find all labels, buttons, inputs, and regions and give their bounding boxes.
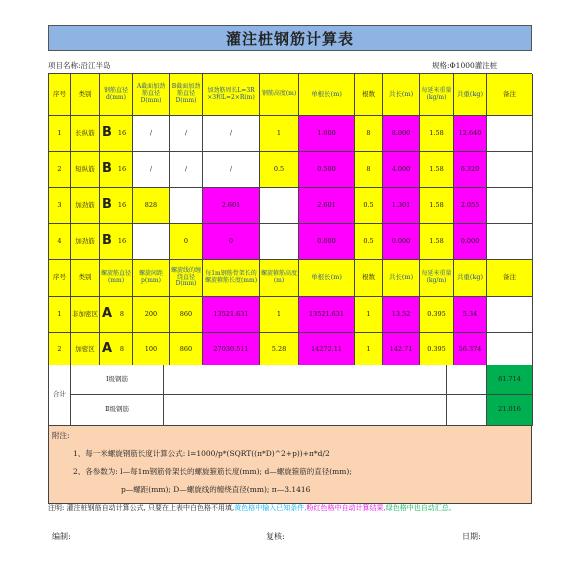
- cell-b-diameter: /: [170, 152, 203, 188]
- cell-winding-diameter[interactable]: 860: [170, 297, 203, 333]
- cell-no: 4: [49, 224, 71, 260]
- cell-b-diameter: [170, 188, 203, 224]
- cell-remark[interactable]: [487, 297, 533, 333]
- header-cell: 根数: [355, 74, 383, 116]
- cell-single-length: 0.500: [299, 152, 355, 188]
- project-label: 项目名称:: [48, 61, 81, 70]
- diameter-value: 16: [117, 164, 127, 173]
- header-cell: 每1m钢筋骨架长的螺旋箍筋长度(mm): [203, 260, 260, 297]
- notes-heading: 附注:: [52, 431, 70, 440]
- cell-height: [260, 224, 299, 260]
- project-info: [48, 60, 111, 71]
- diameter-value: 8: [119, 344, 125, 353]
- cell-remark[interactable]: [487, 116, 533, 152]
- cell-category: 加密区: [71, 333, 100, 367]
- cell-weight: 12.640: [454, 116, 487, 152]
- header-cell: 共长(m): [383, 74, 420, 116]
- cell-count[interactable]: 1: [355, 333, 383, 367]
- header-cell: 螺旋筋直径(mm): [100, 260, 133, 297]
- total-blank: [164, 365, 447, 395]
- cell-grade-diameter[interactable]: [100, 224, 133, 260]
- cell-weight-per-meter: 0.395: [420, 297, 454, 333]
- header-cell: 加劲筋周长L=3R ×3和L=2×R(m): [203, 74, 260, 116]
- grade-symbol: B: [102, 125, 112, 141]
- cell-weight: 0.000: [454, 224, 487, 260]
- cell-perimeter: 2.601: [203, 188, 260, 224]
- total-blank: [447, 395, 487, 426]
- spec-value: Φ1000灌注桩: [449, 61, 498, 70]
- cell-total-length: 142.71: [383, 333, 420, 367]
- total-grade-label: Ⅱ级钢筋: [71, 395, 164, 426]
- cell-b-diameter[interactable]: 0: [170, 224, 203, 260]
- header-cell: 钢筋高度(m): [260, 74, 299, 116]
- cell-weight: 56.374: [454, 333, 487, 367]
- cell-no: 1: [49, 297, 71, 333]
- cell-remark[interactable]: [487, 333, 533, 367]
- cell-category: 加劲筋: [71, 224, 100, 260]
- cell-category: 加劲筋: [71, 188, 100, 224]
- cell-weight: 5.34: [454, 297, 487, 333]
- notes-line-2: 2、各参数为: l—每1m钢筋骨架长的螺旋箍筋长度(mm); d—螺旋箍筋的直径(mm);: [73, 467, 352, 476]
- grade-symbol: B: [102, 233, 112, 249]
- cell-total-length: 4.000: [383, 152, 420, 188]
- header-cell: 螺旋线的缠绕直径D(mm): [170, 260, 203, 297]
- cell-perimeter: /: [203, 152, 260, 188]
- header-cell: 共长(m): [383, 260, 420, 297]
- total-blank: [164, 395, 447, 426]
- cell-height[interactable]: 0.5: [260, 152, 299, 188]
- spec-label: 规格:: [432, 61, 450, 70]
- cell-weight-per-meter: 1.58: [420, 188, 454, 224]
- cell-perimeter: /: [203, 116, 260, 152]
- notes-line-1: 1、每一米螺旋钢筋长度计算公式: l=1000/p*(SQRT((π*D)^2+p))+π*d/2: [73, 449, 330, 458]
- diameter-value: 16: [117, 200, 127, 209]
- footer-calc-note: 粉红色格中自动计算结果,: [306, 504, 386, 512]
- header-cell: 钢筋直径d(mm): [100, 74, 133, 116]
- rebar-table: [48, 73, 532, 365]
- header-cell: 共重(kg): [454, 260, 487, 297]
- cell-height[interactable]: 1: [260, 297, 299, 333]
- cell-length-per-meter: 27030.511: [203, 333, 260, 367]
- cell-length-per-meter: 13521.631: [203, 297, 260, 333]
- cell-height[interactable]: 1: [260, 116, 299, 152]
- cell-grade-diameter[interactable]: [100, 333, 133, 367]
- header-cell: 备注: [487, 74, 533, 116]
- grade-symbol: A: [101, 306, 113, 322]
- cell-count[interactable]: 0.5: [355, 224, 383, 260]
- cell-grade-diameter[interactable]: [100, 116, 133, 152]
- cell-total-length: 8.000: [383, 116, 420, 152]
- header-cell: A截面加劲筋直径D(mm): [133, 74, 170, 116]
- cell-weight-per-meter: 1.58: [420, 224, 454, 260]
- cell-grade-diameter[interactable]: [100, 188, 133, 224]
- cell-pitch[interactable]: 200: [133, 297, 170, 333]
- cell-no: 2: [49, 333, 71, 367]
- cell-single-length: 1.000: [299, 116, 355, 152]
- cell-total-length: 0.000: [383, 224, 420, 260]
- total-weight: 61.714: [487, 365, 533, 395]
- cell-weight-per-meter: 1.58: [420, 152, 454, 188]
- footer-sum-note: 绿色格中也自动汇总。: [385, 504, 456, 512]
- grade-symbol: B: [102, 197, 112, 213]
- header-cell: 螺旋箍筋高度(m): [260, 260, 299, 297]
- header-cell: 类别: [71, 260, 100, 297]
- total-blank: [447, 365, 487, 395]
- footer-prefix: 注明: 灌注桩钢筋自动计算公式, 只要在上表中白色格不用填,: [48, 504, 235, 512]
- header-cell: 共重(kg): [454, 74, 487, 116]
- header-cell: 类别: [71, 74, 100, 116]
- cell-a-diameter: /: [133, 116, 170, 152]
- cell-single-length: 2.601: [299, 188, 355, 224]
- cell-count[interactable]: 8: [355, 116, 383, 152]
- cell-remark[interactable]: [487, 188, 533, 224]
- header-cell: 每延米重量(kg/m): [420, 260, 454, 297]
- diameter-value: 16: [117, 128, 127, 137]
- header-cell: 备注: [487, 260, 533, 297]
- cell-category: 短纵筋: [71, 152, 100, 188]
- cell-no: 1: [49, 116, 71, 152]
- total-label: 合计: [49, 365, 71, 426]
- diameter-value: 8: [119, 309, 125, 318]
- cell-winding-diameter[interactable]: 860: [170, 333, 203, 367]
- totals-table: [48, 365, 532, 426]
- cell-a-diameter: /: [133, 152, 170, 188]
- cell-a-diameter[interactable]: 828: [133, 188, 170, 224]
- cell-perimeter: 0: [203, 224, 260, 260]
- notes-line-3: p—螺距(mm); D—螺旋线的缠绕直径(mm); π—3.1416: [121, 485, 311, 494]
- cell-grade-diameter[interactable]: [100, 297, 133, 333]
- cell-total-length: 13.52: [383, 297, 420, 333]
- grade-symbol: B: [102, 161, 112, 177]
- cell-remark[interactable]: [487, 152, 533, 188]
- cell-count[interactable]: 8: [355, 152, 383, 188]
- cell-count[interactable]: 1: [355, 297, 383, 333]
- grade-symbol: A: [101, 341, 113, 357]
- header-cell: 序号: [49, 260, 71, 297]
- cell-height: [260, 188, 299, 224]
- cell-height[interactable]: 5.28: [260, 333, 299, 367]
- cell-weight-per-meter: 0.395: [420, 333, 454, 367]
- cell-category: 长纵筋: [71, 116, 100, 152]
- project-name: 沿江半岛: [80, 61, 111, 70]
- header-cell: 单根长(m): [299, 74, 355, 116]
- cell-single-length: 0.000: [299, 224, 355, 260]
- cell-weight: 2.055: [454, 188, 487, 224]
- page-title: 灌注桩钢筋计算表: [48, 25, 532, 51]
- header-cell: 序号: [49, 74, 71, 116]
- total-grade-label: Ⅰ级钢筋: [71, 365, 164, 395]
- cell-no: 3: [49, 188, 71, 224]
- cell-b-diameter: /: [170, 116, 203, 152]
- cell-remark[interactable]: [487, 224, 533, 260]
- cell-weight: 6.320: [454, 152, 487, 188]
- cell-count[interactable]: 0.5: [355, 188, 383, 224]
- header-cell: 根数: [355, 260, 383, 297]
- cell-weight-per-meter: 1.58: [420, 116, 454, 152]
- footer-input-note: 黄色格中输入已知条件,: [234, 504, 307, 512]
- cell-no: 2: [49, 152, 71, 188]
- header-cell: 每延米重量(kg/m): [420, 74, 454, 116]
- cell-a-diameter: [133, 224, 170, 260]
- reviewer-label: 复核:: [266, 532, 285, 541]
- total-weight: 21.016: [487, 395, 533, 426]
- cell-single-length: 14272.11: [299, 333, 355, 367]
- diameter-value: 16: [117, 236, 127, 245]
- editor-label: 编制:: [52, 532, 71, 541]
- header-cell: 单根长(m): [299, 260, 355, 297]
- cell-pitch[interactable]: 100: [133, 333, 170, 367]
- notes-section: [48, 426, 532, 504]
- header-cell: 螺旋间距p(mm): [133, 260, 170, 297]
- cell-total-length: 1.301: [383, 188, 420, 224]
- date-label: 日期:: [462, 532, 481, 541]
- spec-info: [432, 60, 497, 71]
- header-cell: B截面加劲筋直径D(mm): [170, 74, 203, 116]
- cell-single-length: 13521.631: [299, 297, 355, 333]
- footer-note: [48, 503, 456, 513]
- cell-grade-diameter[interactable]: [100, 152, 133, 188]
- cell-category: 非加密区: [71, 297, 100, 333]
